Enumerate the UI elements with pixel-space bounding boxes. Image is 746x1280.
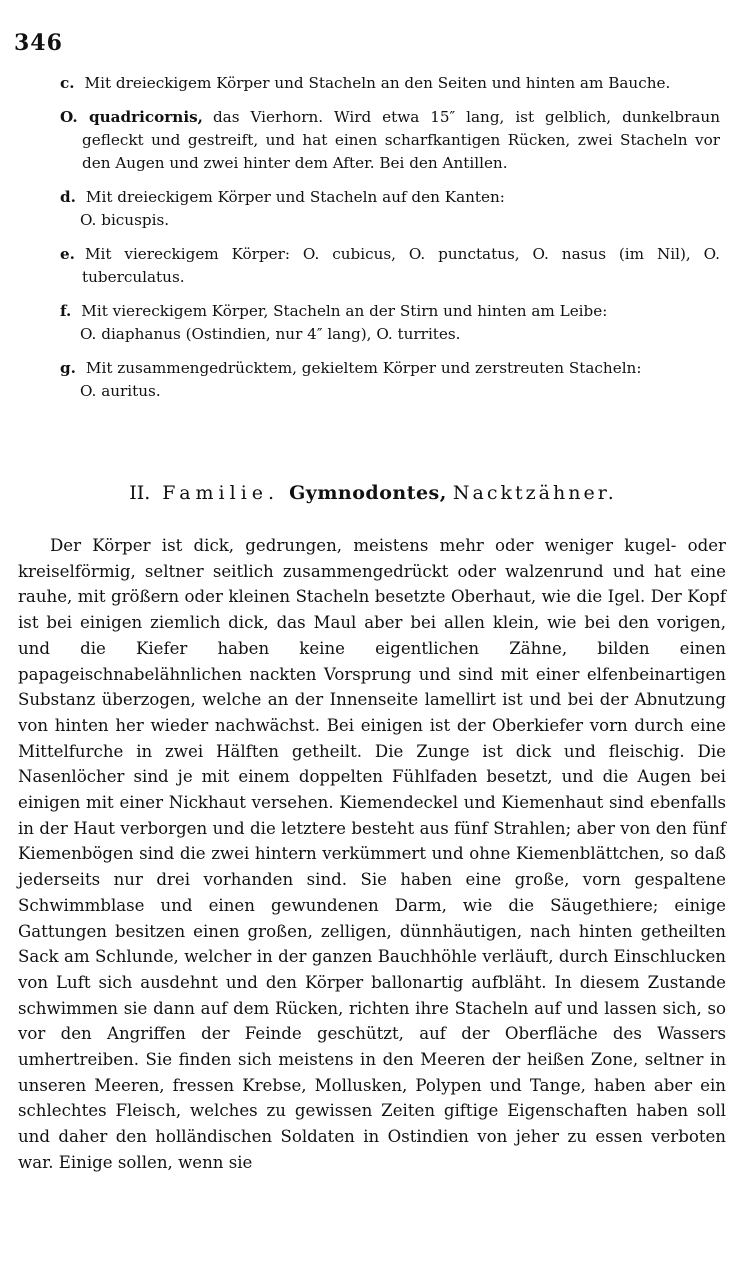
entry-marker: d. bbox=[60, 188, 76, 206]
family-heading bbox=[0, 482, 746, 504]
entry-quadricornis bbox=[60, 106, 720, 175]
entry-marker: e. bbox=[60, 245, 75, 263]
entry-d bbox=[60, 186, 720, 232]
entry-text: Mit viereckigem Körper, Stacheln an der Stirn und hinten am Leibe: bbox=[81, 302, 608, 320]
entry-e bbox=[60, 243, 720, 289]
entry-g bbox=[60, 357, 720, 403]
body-paragraph: Der Körper ist dick, gedrungen, meistens mehr oder weniger kugel- oder kreiselförmig, seltner seitlich zusammengedrückt oder walzenrund und hat eine rauhe, mit größern oder kleinen Stacheln besetzte Oberhaut, wie die Igel. Der Kopf ist bei einigen ziemlich dick, das Maul aber bei allen klein, wie bei den vorigen, und die Kiefer haben keine eigentlichen Zähne, bilden einen papageischnabelähnlichen nackten Vorsprung und sind mit einer elfenbeinartigen Substanz überzogen, welche an der Innenseite lamellirt ist und bei der Abnutzung von hinten her wieder nachwächst. Bei einigen ist der Oberkiefer vorn durch eine Mittelfurche in zwei Hälften getheilt. Die Zunge ist dick und fleischig. Die Nasenlöcher sind je mit einem doppelten Fühlfaden besetzt, und die Augen bei einigen mit einer Nickhaut versehen. Kiemendeckel und Kiemenhaut sind ebenfalls in der Haut verborgen und die letztere besteht aus fünf Strahlen; aber von den fünf Kiemenbögen sind die zwei hintern verkümmert und ohne Kiemenblättchen, so daß jederseits nur drei vorhanden sind. Sie haben eine große, vorn gespaltene Schwimmblase und einen gewundenen Darm, wie die Säugethiere; einige Gattungen besitzen einen großen, zelligen, dünnhäutigen, nach hinten getheilten Sack am Schlunde, welcher in der ganzen Bauchhöhle verläuft, durch Einschlucken von Luft sich ausdehnt und den Körper ballonartig aufbläht. In diesem Zustande schwimmen sie dann auf dem Rücken, richten ihre Stacheln auf und lassen sich, so vor den Angriffen der Feinde geschützt, auf der Oberfläche des Wassers umhertreiben. Sie finden sich meistens in den Meeren der heißen Zone, seltner in unseren Meeren, fressen Krebse, Mollusken, Polypen und Tange, haben aber ein schlechtes Fleisch, welches zu gewissen Zeiten giftige Eigenschaften haben soll und daher den holländischen Soldaten in Ostindien von jeher zu essen verboten war. Einige sollen, wenn sie bbox=[18, 536, 726, 1172]
family-word: Familie. bbox=[162, 482, 280, 504]
entry-marker: c. bbox=[60, 74, 75, 92]
entry-text: Mit viereckigem Körper: O. cubicus, O. punctatus, O. nasus (im Nil), O. tuberculatus. bbox=[82, 245, 720, 286]
family-number: II. bbox=[129, 482, 151, 504]
entry-f bbox=[60, 300, 720, 346]
entry-species: O. diaphanus (Ostindien, nur 4″ lang), O. turrites. bbox=[80, 325, 461, 343]
species-name: O. quadricornis, bbox=[60, 108, 203, 126]
entry-text: Mit dreieckigem Körper und Stacheln auf den Kanten: bbox=[85, 188, 505, 206]
entry-species: O. auritus. bbox=[80, 382, 161, 400]
family-german-name: Nacktzähner. bbox=[452, 482, 617, 504]
family-latin-name: Gymnodontes, bbox=[289, 482, 447, 504]
entry-text: Mit dreieckigem Körper und Stacheln an den Seiten und hinten am Bauche. bbox=[84, 74, 671, 92]
entry-c bbox=[60, 72, 720, 95]
entry-list bbox=[60, 72, 720, 414]
page-number: 346 bbox=[14, 30, 63, 56]
entry-species: O. bicuspis. bbox=[80, 211, 170, 229]
entry-text: das Vierhorn. Wird etwa 15″ lang, ist gelblich, dunkelbraun gefleckt und gestreift, und hat einen scharfkantigen Rücken, zwei Stacheln vor den Augen und zwei hinter dem After. Bei den Antillen. bbox=[82, 108, 720, 172]
entry-text: Mit zusammengedrücktem, gekieltem Körper und zerstreuten Stacheln: bbox=[85, 359, 642, 377]
entry-marker: f. bbox=[60, 302, 72, 320]
entry-marker: g. bbox=[60, 359, 76, 377]
